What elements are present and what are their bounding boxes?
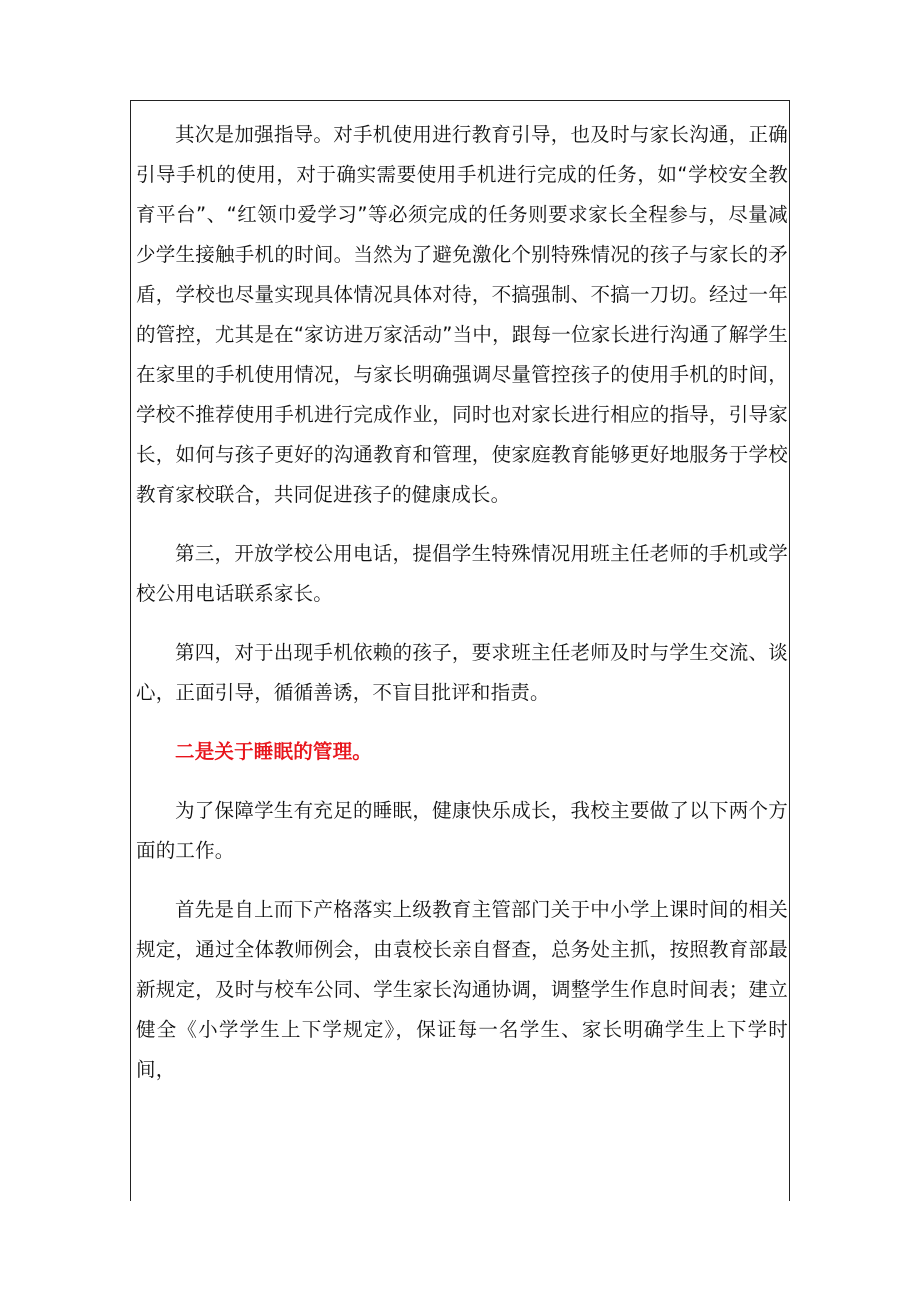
paragraph-public-phone: 第三，开放学校公用电话，提倡学生特殊情况用班主任老师的手机或学校公用电话联系家长。 [136, 542, 788, 605]
paragraph-guidance: 其次是加强指导。对手机使用进行教育引导，也及时与家长沟通，正确引导手机的使用，对于确实需要使用手机进行完成的任务，如“学校安全教育平台”、“红领巾爱学习”等必须完成的任务则要求家长全程参与，尽量减少学生接触手机的时间。当然为了避免激化个别特殊情况的孩子与家长的矛盾，学校也尽量实现具体情况具体对待，不搞强制、不搞一刀切。经过一年的管控，尤其是在“家访进万家活动”当中，跟每一位家长进行沟通了解学生在家里的手机使用情况，与家长明确强调尽量管控孩子的使用手机的时间，学校不推荐使用手机进行完成作业，同时也对家长进行相应的指导，引导家长，如何与孩子更好的沟通教育和管理，使家庭教育能够更好地服务于学校教育家校联合，共同促进孩子的健康成长。 [136, 123, 788, 506]
document-body [131, 115, 788, 1109]
paragraph-sleep-intro: 为了保障学生有充足的睡眠，健康快乐成长，我校主要做了以下两个方面的工作。 [136, 799, 788, 862]
paragraph-sleep-schedule: 首先是自上而下产格落实上级教育主管部门关于中小学上课时间的相关规定，通过全体教师例会，由袁校长亲自督查，总务处主抓，按照教育部最新规定，及时与校车公同、学生家长沟通协调，调整学生作息时间表；建立健全《小学学生上下学规定》，保证每一名学生、家长明确学生上下学时间， [136, 898, 788, 1081]
paragraph-phone-dependence: 第四，对于出现手机依赖的孩子，要求班主任老师及时与学生交流、谈心，正面引导，循循善诱，不盲目批评和指责。 [136, 641, 788, 704]
section-heading-sleep: 二是关于睡眠的管理。 [175, 740, 373, 763]
document-frame [130, 100, 790, 1201]
